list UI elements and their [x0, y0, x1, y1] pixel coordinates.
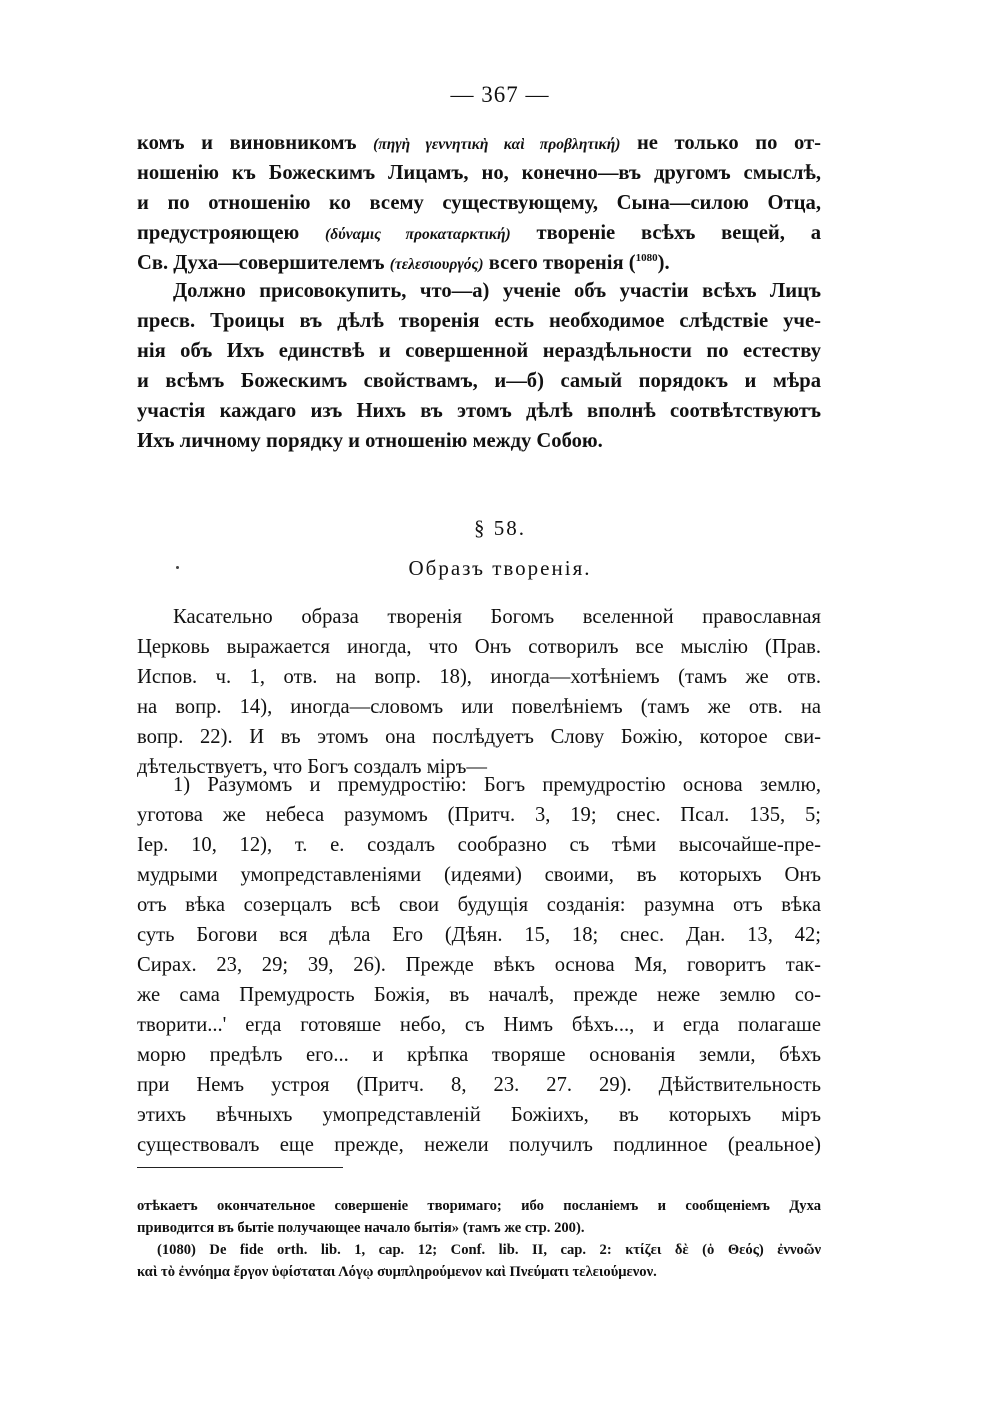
paragraph-continuation: [137, 128, 821, 278]
text-line: отъ вѣка созерцалъ всѣ свои будущія созданія: разумна отъ вѣка: [137, 894, 821, 916]
footnotes: [137, 1195, 821, 1283]
text-line: участія каждаго изъ Нихъ въ этомъ дѣлѣ вполнѣ соотвѣтствуютъ: [137, 400, 821, 422]
text-line: же сама Премудрость Божія, въ началѣ, прежде неже землю со-: [137, 984, 821, 1006]
text-line: и по отношенію ко всему существующему, Сына—силою Отца,: [137, 192, 821, 214]
text-line: пресв. Троицы въ дѣлѣ творенія есть необходимое слѣдствіе уче-: [137, 310, 821, 332]
text-line: предустрояющею (δύναμις προκαταρκτική) твореніе всѣхъ вещей, а: [137, 222, 821, 244]
greek-term: (τελεσιουργός): [389, 256, 484, 273]
footnote-line: (1080) De fide orth. lib. 1, cap. 12; Conf. lib. II, cap. 2: κτίζει δὲ (ὁ Θεός) ἐννοῶν: [157, 1242, 821, 1258]
text-line: существовалъ еще прежде, нежели получилъ подлинное (реальное): [137, 1134, 821, 1156]
text-line: Св. Духа—совершителемъ (τελεσιουργός) всего творенія ($^{1080}$).: [137, 252, 670, 274]
text-line: 1) Разумомъ и премудростію: Богъ премудростію основа землю,: [173, 774, 821, 796]
footnote-line: приводится въ бытіе получающее начало бытія» (тамъ же стр. 200).: [137, 1220, 585, 1236]
text-line: дѣтельствуетъ, что Богъ создалъ міръ—: [137, 756, 488, 778]
text-line: уготова же небеса разумомъ (Притч. 3, 19; снес. Псал. 135, 5;: [137, 804, 821, 826]
text-line: Ихъ личному порядку и отношенію между Собою.: [137, 430, 603, 452]
text-line: нія объ Ихъ единствѣ и совершенной нераздѣльности по естеству: [137, 340, 821, 362]
section-title: Образъ творенія.: [408, 556, 592, 580]
paragraph-wisdom: [137, 770, 821, 1160]
text-line: этихъ вѣчныхъ умопредставленій Божіихъ, въ которыхъ міръ: [137, 1104, 821, 1126]
greek-term: (πηγὴ γεννητικὴ καὶ προβλητική): [373, 136, 621, 153]
text-line: суть Богови вся дѣла Его (Дѣян. 15, 18; снес. Дан. 13, 42;: [137, 924, 821, 946]
text-line: Испов. ч. 1, отв. на вопр. 18), иногда—хотѣніемъ (тамъ же отв.: [137, 666, 821, 688]
text-line: Церковь выражается иногда, что Онъ сотворилъ все мыслію (Прав.: [137, 636, 821, 658]
text-line: на вопр. 14), иногда—словомъ или повелѣніемъ (тамъ же отв. на: [137, 696, 821, 718]
text-line: мудрыми умопредставленіями (идеями) своими, въ которыхъ Онъ: [137, 864, 821, 886]
footnote-divider: [137, 1167, 343, 1168]
page-number: — 367 —: [450, 82, 550, 107]
text-line: Сирах. 23, 29; 39, 26). Прежде вѣкъ основа Мя, говоритъ так-: [137, 954, 821, 976]
text-line: Іер. 10, 12), т. е. создалъ сообразно съ тѣми высочайше-пре-: [137, 834, 821, 856]
text-line: творити...' егда готовяше небо, съ Нимъ бѣхъ..., и егда полагаше: [137, 1014, 821, 1036]
text-line: Должно присовокупить, что—а) ученіе объ участіи всѣхъ Лицъ: [173, 280, 821, 302]
text-line: комъ и виновникомъ (πηγὴ γεννητικὴ καὶ προβλητική) не только по от-: [137, 132, 821, 154]
text-line: морю предѣлъ его... и крѣпка творяше основанія земли, бѣхъ: [137, 1044, 821, 1066]
section-number: § 58.: [474, 516, 526, 540]
footnote-line: καὶ τὸ ἐννόημα ἔργον ὑφίσταται Λόγῳ συμπληρούμενον καὶ Πνεύματι τελειούμενον.: [137, 1264, 657, 1280]
text-line: Касательно образа творенія Богомъ вселенной православная: [173, 606, 821, 628]
paragraph-creation: [137, 602, 821, 782]
text-line: вопр. 22). И въ этомъ она послѣдуетъ Слову Божію, которое сви-: [137, 726, 821, 748]
text-line: ношенію къ Божескимъ Лицамъ, но, конечно—въ другомъ смыслѣ,: [137, 162, 821, 184]
paragraph-trinity: [137, 276, 821, 456]
text-line: и всѣмъ Божескимъ свойствамъ, и—б) самый порядокъ и мѣра: [137, 370, 821, 392]
footnote-line: отѣкаетъ окончательное совершеніе творимаго; ибо посланіемъ и сообщеніемъ Духа: [137, 1198, 821, 1214]
greek-term: (δύναμις προκαταρκτική): [325, 226, 511, 243]
text-line: при Немъ устроя (Притч. 8, 23. 27. 29). Дѣйствительность: [137, 1074, 821, 1096]
footnote-ref: 1080: [635, 252, 658, 265]
